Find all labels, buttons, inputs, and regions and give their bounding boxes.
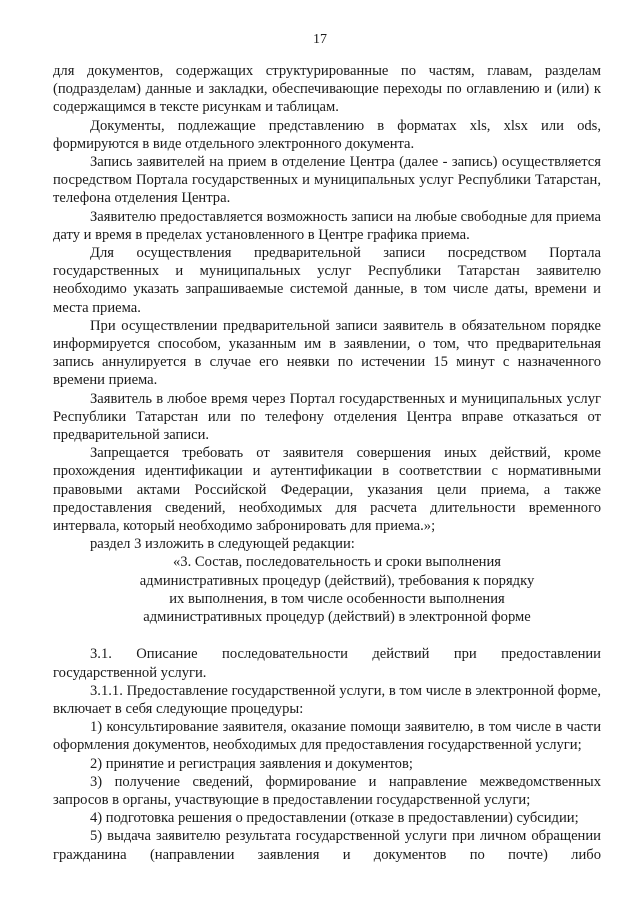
- spacer: [53, 626, 601, 645]
- paragraph-appointment: Запись заявителей на прием в отделение Центра (далее - запись) осуществляется посредством Портала государственных и муниципальных услуг Республики Татарстан, телефона отделения Центра.: [53, 154, 601, 207]
- list-item-2: 2) принятие и регистрация заявления и документов;: [90, 755, 413, 772]
- paragraph-refusal: Заявитель в любое время через Портал государственных и муниципальных услуг Республики Татарстан или по телефону отделения Центра вправе отказаться от предварительной записи.: [53, 390, 601, 444]
- paragraph-prohibition: Запрещается требовать от заявителя совершения иных действий, кроме прохождения идентификации и аутентификации в соответствии с нормативными правовыми актами Российской Федерации, указания цели приема, а также предоставления сведений, необходимых для расчета длительности временного интервала, который необходимо забронировать для приема.»;: [53, 445, 601, 535]
- paragraph-portal-data: Для осуществления предварительной записи посредством Портала государственных и муниципальных услуг Республики Татарстан заявителю необходимо указать запрашиваемые системой данные, в том числе даты, времени и места приема.: [53, 245, 601, 316]
- list-item-4: 4) подготовка решения о предоставлении (отказе в предоставлении) субсидии;: [90, 810, 579, 827]
- paragraph-3-1-1: 3.1.1. Предоставление государственной услуги, в том числе в электронной форме, включает в себя следующие процедуры:: [53, 682, 601, 717]
- paragraph-cancellation-notice: При осуществлении предварительной записи заявитель в обязательном порядке информируется способом, указанным им в заявлении, о том, что предварительная запись аннулируется в случае его неявки по истечении 15 минут с назначенного времени приема.: [53, 317, 601, 389]
- heading-line: административных процедур (действий) в электронной форме: [143, 609, 531, 626]
- list-item-1: 1) консультирование заявителя, оказание помощи заявителю, в том числе в части оформления документов, необходимых для предоставления государственной услуги;: [53, 719, 601, 754]
- paragraph-3-1: 3.1. Описание последовательности действий при предоставлении государственной услуги.: [53, 646, 601, 681]
- list-item-5: 5) выдача заявителю результата государственной услуги при личном обращении гражданина (направлении заявления и документов по почте) либо: [53, 828, 601, 863]
- section-heading: [53, 553, 601, 626]
- list-item-3: 3) получение сведений, формирование и направление межведомственных запросов в органы, участвующие в предоставлении государственной услуги;: [53, 773, 601, 808]
- paragraph-schedule: Заявителю предоставляется возможность записи на любые свободные для приема дату и время в пределах установленного в Центре графика приема.: [53, 208, 601, 243]
- document-body: [53, 62, 601, 864]
- paragraph-continuation: для документов, содержащих структурированные по частям, главам, разделам (подразделам) данные и закладки, обеспечивающие переходы по оглавлению и (или) к содержащимся в тексте рисункам и таблицам.: [53, 63, 601, 116]
- paragraph-section-intro: раздел 3 изложить в следующей редакции:: [90, 536, 355, 553]
- page-number: 17: [313, 32, 327, 47]
- heading-line: административных процедур (действий), требования к порядку: [139, 572, 535, 589]
- heading-line: их выполнения, в том числе особенности выполнения: [169, 590, 505, 607]
- heading-line: «3. Состав, последовательность и сроки выполнения: [172, 554, 502, 571]
- paragraph-formats: Документы, подлежащие представлению в форматах xls, xlsx или ods, формируются в виде отдельного электронного документа.: [53, 117, 601, 152]
